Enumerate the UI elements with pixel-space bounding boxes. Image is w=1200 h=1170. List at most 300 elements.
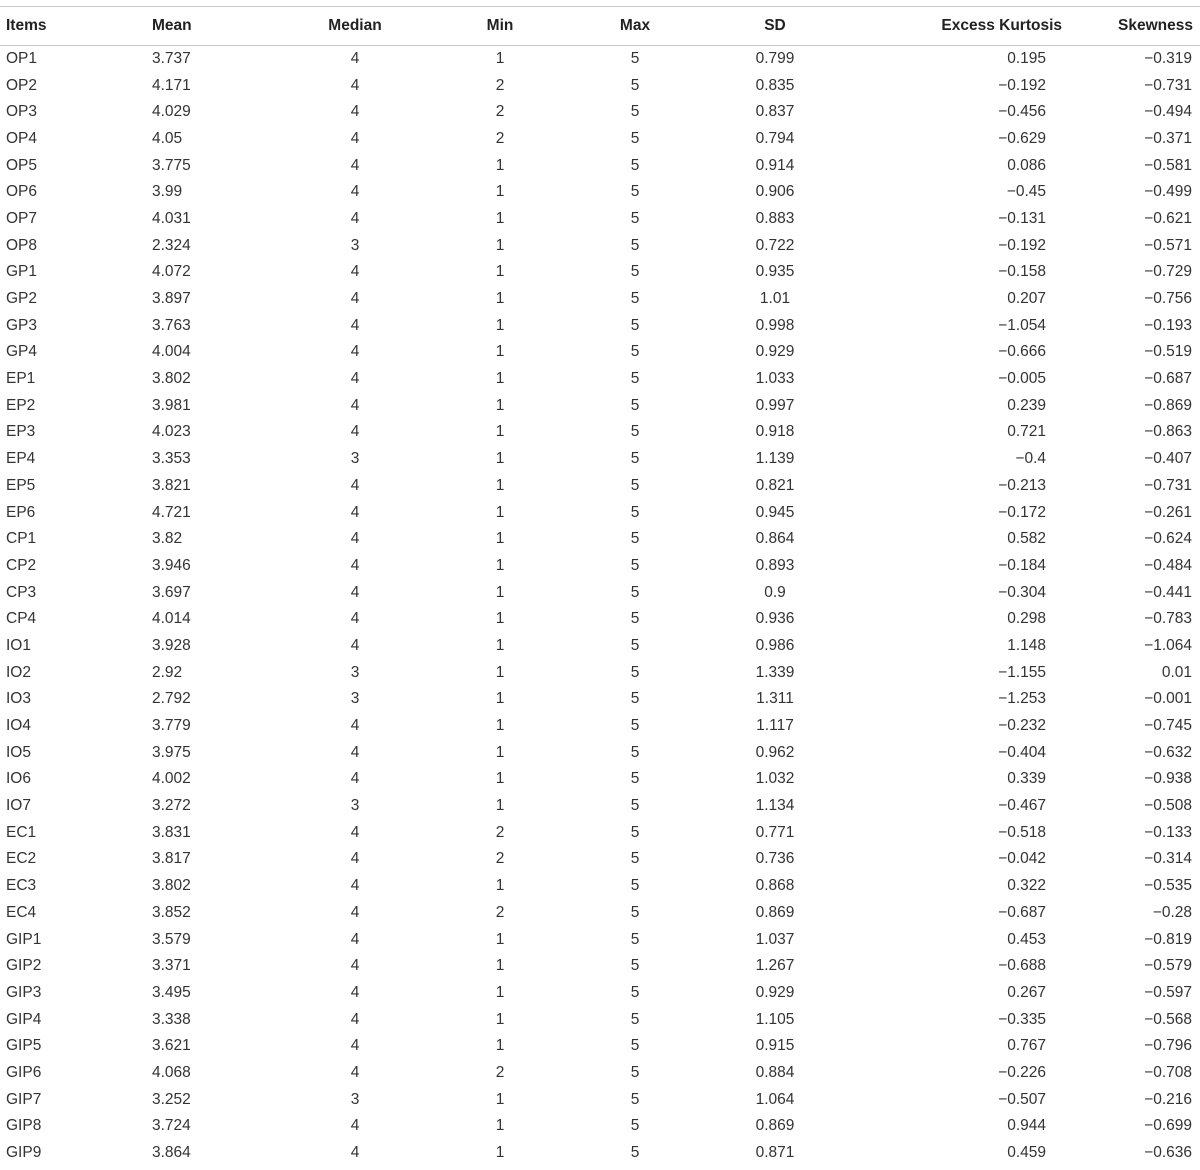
cell-sd: 0.869 — [755, 1117, 795, 1135]
cell-min: 1 — [495, 530, 505, 548]
cell-mean: 3.975 — [152, 743, 191, 761]
cell-median: 4 — [350, 156, 360, 174]
cell-excess-kurtosis: −0.232 — [998, 717, 1046, 735]
cell-excess-kurtosis: −0.45 — [1006, 183, 1046, 201]
cell-skewness: 0.01 — [1161, 663, 1192, 681]
cell-item: GP2 — [6, 290, 38, 308]
cell-excess-kurtosis: 0.721 — [1007, 423, 1046, 441]
cell-item: OP5 — [6, 156, 38, 174]
cell-excess-kurtosis: −0.4 — [1015, 450, 1046, 468]
cell-item: CP2 — [6, 556, 37, 574]
cell-item: IO4 — [6, 717, 31, 735]
cell-min: 1 — [495, 690, 505, 708]
cell-sd: 0.914 — [755, 156, 795, 174]
cell-item: EC1 — [6, 823, 37, 841]
cell-mean: 3.763 — [152, 316, 191, 334]
cell-mean: 4.004 — [152, 343, 191, 361]
cell-sd: 0.997 — [755, 396, 795, 414]
cell-item: IO1 — [6, 636, 31, 654]
cell-sd: 1.032 — [755, 770, 795, 788]
cell-skewness: −0.621 — [1144, 209, 1192, 227]
cell-mean: 3.371 — [152, 957, 191, 975]
table-row — [0, 526, 1200, 553]
cell-skewness: −0.314 — [1144, 850, 1192, 868]
cell-sd: 0.929 — [755, 343, 795, 361]
cell-median: 4 — [350, 1063, 360, 1081]
table-row — [0, 926, 1200, 953]
cell-excess-kurtosis: −1.155 — [998, 663, 1046, 681]
cell-min: 1 — [495, 610, 505, 628]
cell-min: 1 — [495, 556, 505, 574]
cell-skewness: −0.597 — [1144, 983, 1192, 1001]
cell-item: GIP8 — [6, 1117, 42, 1135]
cell-max: 5 — [630, 610, 640, 628]
cell-mean: 2.792 — [152, 690, 191, 708]
cell-sd: 0.986 — [755, 636, 795, 654]
cell-min: 1 — [495, 156, 505, 174]
cell-excess-kurtosis: −0.172 — [998, 503, 1046, 521]
cell-skewness: −0.581 — [1144, 156, 1192, 174]
cell-skewness: −0.756 — [1144, 290, 1192, 308]
cell-median: 3 — [350, 663, 360, 681]
cell-median: 4 — [350, 183, 360, 201]
cell-excess-kurtosis: 0.322 — [1007, 877, 1046, 895]
table-row — [0, 1140, 1200, 1167]
cell-sd: 1.339 — [755, 663, 795, 681]
cell-median: 4 — [350, 1144, 360, 1162]
cell-sd: 0.936 — [755, 610, 795, 628]
table-row — [0, 873, 1200, 900]
cell-item: IO6 — [6, 770, 31, 788]
cell-median: 4 — [350, 50, 360, 68]
table-row — [0, 633, 1200, 660]
cell-item: IO5 — [6, 743, 31, 761]
cell-excess-kurtosis: −0.629 — [998, 129, 1046, 147]
cell-max: 5 — [630, 983, 640, 1001]
cell-max: 5 — [630, 530, 640, 548]
table-row — [0, 392, 1200, 419]
cell-sd: 1.267 — [755, 957, 795, 975]
cell-max: 5 — [630, 690, 640, 708]
cell-max: 5 — [630, 770, 640, 788]
table-row — [0, 1033, 1200, 1060]
cell-max: 5 — [630, 850, 640, 868]
cell-mean: 3.579 — [152, 930, 191, 948]
cell-item: OP2 — [6, 76, 38, 94]
cell-min: 1 — [495, 663, 505, 681]
cell-sd: 0.998 — [755, 316, 795, 334]
cell-min: 1 — [495, 503, 505, 521]
cell-sd: 0.935 — [755, 263, 795, 281]
cell-mean: 3.864 — [152, 1144, 191, 1162]
cell-sd: 0.871 — [755, 1144, 795, 1162]
cell-item: EP1 — [6, 370, 36, 388]
cell-min: 1 — [495, 183, 505, 201]
cell-max: 5 — [630, 156, 640, 174]
cell-median: 4 — [350, 476, 360, 494]
cell-sd: 0.929 — [755, 983, 795, 1001]
cell-median: 4 — [350, 583, 360, 601]
cell-min: 1 — [495, 957, 505, 975]
cell-mean: 3.928 — [152, 636, 191, 654]
header-min: Min — [486, 17, 514, 34]
header-mean: Mean — [152, 17, 192, 34]
cell-mean: 3.697 — [152, 583, 191, 601]
cell-skewness: −0.632 — [1144, 743, 1192, 761]
cell-item: GP3 — [6, 316, 38, 334]
cell-min: 2 — [495, 1063, 505, 1081]
cell-median: 3 — [350, 236, 360, 254]
cell-max: 5 — [630, 743, 640, 761]
cell-max: 5 — [630, 823, 640, 841]
cell-item: IO3 — [6, 690, 31, 708]
cell-excess-kurtosis: −0.192 — [998, 236, 1046, 254]
cell-median: 4 — [350, 717, 360, 735]
table-row — [0, 499, 1200, 526]
cell-skewness: −0.568 — [1144, 1010, 1192, 1028]
cell-sd: 0.906 — [755, 183, 795, 201]
cell-sd: 0.962 — [755, 743, 795, 761]
cell-median: 4 — [350, 556, 360, 574]
cell-item: OP6 — [6, 183, 38, 201]
cell-excess-kurtosis: 0.298 — [1007, 610, 1046, 628]
cell-min: 1 — [495, 50, 505, 68]
cell-skewness: −0.938 — [1144, 770, 1192, 788]
cell-mean: 4.023 — [152, 423, 191, 441]
cell-median: 4 — [350, 290, 360, 308]
header-row — [0, 7, 1200, 46]
cell-sd: 0.945 — [755, 503, 795, 521]
cell-excess-kurtosis: −0.404 — [998, 743, 1046, 761]
table-row — [0, 312, 1200, 339]
cell-median: 4 — [350, 850, 360, 868]
table-header — [0, 7, 1200, 46]
cell-max: 5 — [630, 503, 640, 521]
cell-sd: 0.869 — [755, 903, 795, 921]
cell-excess-kurtosis: 0.086 — [1007, 156, 1046, 174]
cell-min: 1 — [495, 290, 505, 308]
cell-mean: 3.817 — [152, 850, 191, 868]
cell-mean: 3.946 — [152, 556, 191, 574]
table-row — [0, 72, 1200, 99]
table-row — [0, 980, 1200, 1007]
cell-mean: 4.171 — [152, 76, 191, 94]
cell-excess-kurtosis: 0.339 — [1007, 770, 1046, 788]
cell-max: 5 — [630, 450, 640, 468]
cell-sd: 1.105 — [755, 1010, 795, 1028]
header-max: Max — [619, 17, 651, 34]
table-row — [0, 606, 1200, 633]
cell-excess-kurtosis: −0.666 — [998, 343, 1046, 361]
table-row — [0, 793, 1200, 820]
cell-skewness: −0.508 — [1144, 797, 1192, 815]
cell-median: 4 — [350, 1037, 360, 1055]
cell-min: 1 — [495, 1144, 505, 1162]
cell-sd: 1.037 — [755, 930, 795, 948]
cell-skewness: −0.519 — [1144, 343, 1192, 361]
cell-sd: 0.883 — [755, 209, 795, 227]
cell-skewness: −0.731 — [1144, 476, 1192, 494]
table-row — [0, 286, 1200, 313]
cell-skewness: −0.708 — [1144, 1063, 1192, 1081]
cell-excess-kurtosis: −1.253 — [998, 690, 1046, 708]
cell-item: GIP2 — [6, 957, 42, 975]
cell-excess-kurtosis: −0.213 — [998, 476, 1046, 494]
cell-min: 1 — [495, 1037, 505, 1055]
cell-median: 4 — [350, 263, 360, 281]
table-row — [0, 739, 1200, 766]
cell-median: 4 — [350, 423, 360, 441]
cell-min: 1 — [495, 743, 505, 761]
cell-skewness: −0.494 — [1144, 103, 1192, 121]
cell-item: EP5 — [6, 476, 36, 494]
cell-min: 2 — [495, 903, 505, 921]
cell-excess-kurtosis: −0.518 — [998, 823, 1046, 841]
cell-sd: 0.837 — [755, 103, 795, 121]
cell-max: 5 — [630, 50, 640, 68]
header-skewness: Skewness — [1118, 17, 1193, 34]
cell-max: 5 — [630, 316, 640, 334]
cell-mean: 3.821 — [152, 476, 191, 494]
table-row — [0, 819, 1200, 846]
cell-max: 5 — [630, 263, 640, 281]
cell-sd: 0.9 — [764, 583, 786, 601]
cell-excess-kurtosis: −0.158 — [998, 263, 1046, 281]
cell-min: 2 — [495, 76, 505, 94]
cell-excess-kurtosis: −0.335 — [998, 1010, 1046, 1028]
cell-max: 5 — [630, 103, 640, 121]
cell-median: 3 — [350, 1090, 360, 1108]
cell-max: 5 — [630, 636, 640, 654]
table-row — [0, 953, 1200, 980]
cell-skewness: −0.407 — [1144, 450, 1192, 468]
cell-mean: 3.495 — [152, 983, 191, 1001]
cell-max: 5 — [630, 183, 640, 201]
cell-item: OP3 — [6, 103, 38, 121]
table-row — [0, 553, 1200, 580]
cell-sd: 0.864 — [755, 530, 795, 548]
cell-min: 1 — [495, 797, 505, 815]
cell-max: 5 — [630, 583, 640, 601]
table-row — [0, 1006, 1200, 1033]
cell-skewness: −0.783 — [1144, 610, 1192, 628]
cell-item: CP3 — [6, 583, 37, 601]
table-row — [0, 766, 1200, 793]
cell-median: 4 — [350, 76, 360, 94]
cell-sd: 0.893 — [755, 556, 795, 574]
cell-item: GIP3 — [6, 983, 42, 1001]
cell-item: EC4 — [6, 903, 37, 921]
cell-item: CP1 — [6, 530, 37, 548]
cell-min: 1 — [495, 717, 505, 735]
cell-mean: 3.621 — [152, 1037, 191, 1055]
table-row — [0, 366, 1200, 393]
cell-sd: 0.884 — [755, 1063, 795, 1081]
cell-min: 2 — [495, 103, 505, 121]
cell-excess-kurtosis: 0.453 — [1007, 930, 1046, 948]
table-row — [0, 579, 1200, 606]
header-median: Median — [328, 17, 382, 34]
cell-median: 4 — [350, 370, 360, 388]
cell-excess-kurtosis: −0.005 — [998, 370, 1046, 388]
cell-mean: 4.05 — [152, 129, 183, 147]
cell-excess-kurtosis: 0.195 — [1007, 50, 1046, 68]
header-sd: SD — [764, 17, 786, 34]
cell-median: 4 — [350, 903, 360, 921]
cell-skewness: −0.687 — [1144, 370, 1192, 388]
cell-min: 1 — [495, 1090, 505, 1108]
cell-min: 1 — [495, 209, 505, 227]
cell-median: 4 — [350, 983, 360, 1001]
cell-item: GIP5 — [6, 1037, 42, 1055]
cell-mean: 4.068 — [152, 1063, 191, 1081]
cell-max: 5 — [630, 1010, 640, 1028]
cell-sd: 0.736 — [755, 850, 795, 868]
cell-max: 5 — [630, 717, 640, 735]
cell-sd: 0.821 — [755, 476, 795, 494]
table-row — [0, 846, 1200, 873]
cell-item: GP4 — [6, 343, 38, 361]
cell-median: 4 — [350, 1010, 360, 1028]
cell-median: 4 — [350, 209, 360, 227]
cell-excess-kurtosis: −0.467 — [998, 797, 1046, 815]
cell-skewness: −1.064 — [1144, 636, 1192, 654]
cell-skewness: −0.193 — [1144, 316, 1192, 334]
cell-skewness: −0.819 — [1144, 930, 1192, 948]
cell-max: 5 — [630, 1117, 640, 1135]
cell-item: OP4 — [6, 129, 38, 147]
cell-mean: 3.272 — [152, 797, 191, 815]
cell-median: 4 — [350, 743, 360, 761]
cell-skewness: −0.441 — [1144, 583, 1192, 601]
cell-min: 1 — [495, 343, 505, 361]
cell-skewness: −0.796 — [1144, 1037, 1192, 1055]
cell-min: 1 — [495, 476, 505, 494]
cell-excess-kurtosis: −1.054 — [998, 316, 1046, 334]
cell-mean: 3.775 — [152, 156, 191, 174]
cell-skewness: −0.133 — [1144, 823, 1192, 841]
cell-skewness: −0.729 — [1144, 263, 1192, 281]
cell-median: 3 — [350, 797, 360, 815]
cell-item: EP6 — [6, 503, 36, 521]
cell-sd: 1.033 — [755, 370, 795, 388]
cell-max: 5 — [630, 797, 640, 815]
cell-median: 4 — [350, 129, 360, 147]
cell-max: 5 — [630, 556, 640, 574]
cell-median: 4 — [350, 610, 360, 628]
cell-max: 5 — [630, 930, 640, 948]
cell-sd: 0.915 — [755, 1037, 795, 1055]
cell-skewness: −0.731 — [1144, 76, 1192, 94]
table-row — [0, 473, 1200, 500]
cell-mean: 3.897 — [152, 290, 191, 308]
cell-excess-kurtosis: −0.456 — [998, 103, 1046, 121]
cell-median: 4 — [350, 636, 360, 654]
cell-mean: 3.338 — [152, 1010, 191, 1028]
cell-excess-kurtosis: 0.944 — [1007, 1117, 1046, 1135]
table-row — [0, 339, 1200, 366]
table-row — [0, 99, 1200, 126]
cell-max: 5 — [630, 1063, 640, 1081]
cell-mean: 4.014 — [152, 610, 191, 628]
cell-excess-kurtosis: 1.148 — [1007, 636, 1046, 654]
cell-min: 1 — [495, 930, 505, 948]
cell-item: EP3 — [6, 423, 36, 441]
cell-min: 1 — [495, 396, 505, 414]
table-row — [0, 259, 1200, 286]
cell-skewness: −0.319 — [1144, 50, 1192, 68]
cell-excess-kurtosis: 0.239 — [1007, 396, 1046, 414]
cell-sd: 1.064 — [755, 1090, 795, 1108]
cell-mean: 2.92 — [152, 663, 183, 681]
cell-sd: 0.794 — [755, 129, 795, 147]
cell-skewness: −0.699 — [1144, 1117, 1192, 1135]
cell-excess-kurtosis: −0.688 — [998, 957, 1046, 975]
cell-min: 1 — [495, 770, 505, 788]
cell-skewness: −0.571 — [1144, 236, 1192, 254]
table-row — [0, 46, 1200, 73]
cell-sd: 1.117 — [756, 717, 794, 735]
cell-max: 5 — [630, 423, 640, 441]
cell-sd: 1.01 — [759, 290, 791, 308]
cell-sd: 0.771 — [755, 823, 795, 841]
cell-item: EP4 — [6, 450, 36, 468]
cell-max: 5 — [630, 1144, 640, 1162]
cell-item: IO7 — [6, 797, 31, 815]
cell-item: CP4 — [6, 610, 37, 628]
table-row — [0, 900, 1200, 927]
cell-item: GP1 — [6, 263, 38, 281]
table-row — [0, 126, 1200, 153]
table-body — [0, 46, 1200, 1167]
cell-item: OP7 — [6, 209, 38, 227]
cell-skewness: −0.863 — [1144, 423, 1192, 441]
header-items: Items — [6, 17, 47, 34]
cell-sd: 1.311 — [756, 690, 794, 708]
header-kurtosis: Excess Kurtosis — [941, 17, 1062, 34]
cell-mean: 2.324 — [152, 236, 191, 254]
cell-mean: 3.852 — [152, 903, 191, 921]
cell-max: 5 — [630, 209, 640, 227]
cell-excess-kurtosis: 0.459 — [1007, 1144, 1046, 1162]
cell-max: 5 — [630, 1090, 640, 1108]
cell-median: 4 — [350, 530, 360, 548]
cell-median: 4 — [350, 343, 360, 361]
cell-median: 4 — [350, 957, 360, 975]
cell-mean: 3.802 — [152, 370, 191, 388]
cell-max: 5 — [630, 236, 640, 254]
cell-mean: 4.072 — [152, 263, 191, 281]
cell-mean: 3.802 — [152, 877, 191, 895]
cell-sd: 0.722 — [755, 236, 795, 254]
cell-item: OP8 — [6, 236, 38, 254]
cell-excess-kurtosis: 0.767 — [1007, 1037, 1046, 1055]
cell-skewness: −0.001 — [1144, 690, 1192, 708]
cell-item: GIP7 — [6, 1090, 42, 1108]
cell-min: 2 — [495, 823, 505, 841]
table-row — [0, 232, 1200, 259]
table-row — [0, 206, 1200, 233]
table-row — [0, 152, 1200, 179]
cell-item: IO2 — [6, 663, 31, 681]
cell-median: 4 — [350, 1117, 360, 1135]
cell-item: OP1 — [6, 50, 38, 68]
cell-excess-kurtosis: 0.582 — [1007, 530, 1046, 548]
cell-min: 1 — [495, 877, 505, 895]
cell-skewness: −0.624 — [1144, 530, 1192, 548]
table-row — [0, 1086, 1200, 1113]
cell-sd: 1.134 — [755, 797, 795, 815]
